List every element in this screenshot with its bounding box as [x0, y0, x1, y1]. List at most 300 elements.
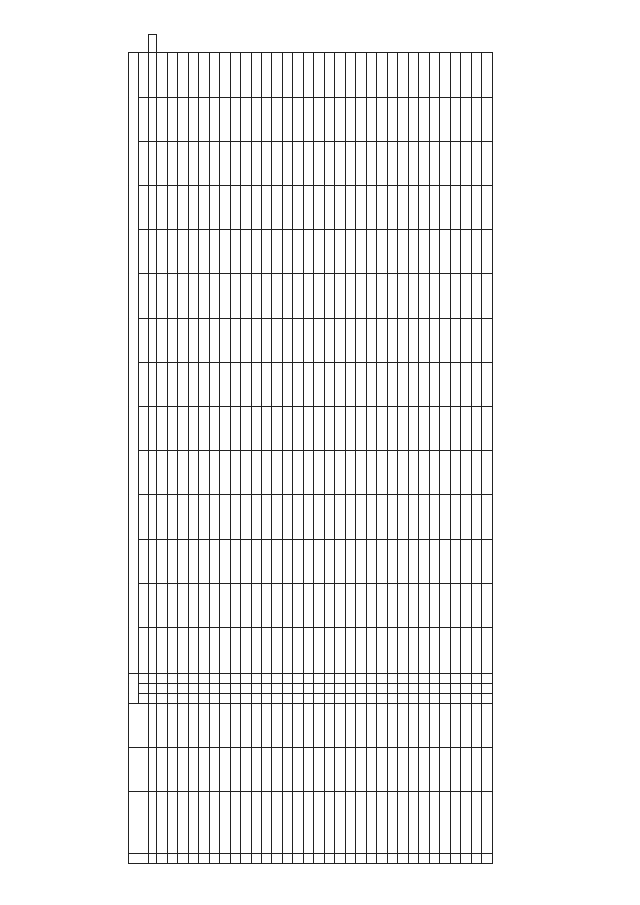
- row-source-cell: [188, 704, 198, 748]
- row-year-cell: [230, 583, 240, 627]
- row-coordinator-cell: [272, 748, 282, 792]
- row-year-cell: [167, 362, 177, 406]
- row-year-cell: [429, 407, 439, 451]
- row-kbk-cell: [199, 684, 209, 694]
- row-year-cell: [272, 53, 282, 97]
- row-kbk-cell: [450, 694, 460, 704]
- row-year-cell: [471, 495, 481, 539]
- row-year-cell: [450, 230, 460, 274]
- row-year-cell: [220, 318, 230, 362]
- row-year-cell: [335, 407, 345, 451]
- row-coordinator-cell: [157, 748, 167, 792]
- row-source-cell: [482, 704, 492, 748]
- row-kbk-cell: [157, 673, 167, 683]
- row-year-cell: [199, 230, 209, 274]
- row-year-cell: [450, 583, 460, 627]
- row-year-cell: [440, 141, 450, 185]
- table-row: [230, 35, 240, 864]
- row-year-cell: [377, 230, 387, 274]
- row-year-cell: [429, 318, 439, 362]
- row-total-cell: [345, 627, 355, 673]
- row-total-cell: [429, 627, 439, 673]
- row-year-cell: [272, 97, 282, 141]
- row-kbk-cell: [199, 694, 209, 704]
- row-number-cell: [282, 854, 292, 864]
- row-kbk-cell: [314, 694, 324, 704]
- row-year-cell: [262, 583, 272, 627]
- row-year-cell: [262, 53, 272, 97]
- row-year-cell: [241, 230, 251, 274]
- row-year-cell: [377, 539, 387, 583]
- row-year-cell: [398, 230, 408, 274]
- row-year-cell: [188, 186, 198, 230]
- row-year-cell: [178, 407, 188, 451]
- table-row: [209, 35, 219, 864]
- row-kbk-cell: [188, 684, 198, 694]
- header-coordinator: [129, 748, 149, 792]
- row-year-cell: [282, 141, 292, 185]
- row-year-cell: [282, 407, 292, 451]
- row-year-cell: [366, 274, 376, 318]
- row-year-cell: [282, 495, 292, 539]
- row-year-cell: [157, 451, 167, 495]
- row-year-cell: [272, 495, 282, 539]
- row-year-cell: [408, 495, 418, 539]
- row-number-cell: [272, 854, 282, 864]
- row-year-cell: [377, 583, 387, 627]
- row-year-cell: [482, 141, 492, 185]
- table-row: [398, 35, 408, 864]
- header-kbk: [129, 673, 139, 703]
- row-kbk-cell: [398, 684, 408, 694]
- row-total-cell: [314, 627, 324, 673]
- row-year-cell: [303, 318, 313, 362]
- table-row: [461, 35, 471, 864]
- row-year-cell: [471, 186, 481, 230]
- row-source-cell: [262, 704, 272, 748]
- row-kbk-cell: [209, 684, 219, 694]
- row-kbk-cell: [461, 684, 471, 694]
- row-year-cell: [262, 407, 272, 451]
- row-total-cell: [366, 627, 376, 673]
- row-year-cell: [199, 274, 209, 318]
- row-year-cell: [199, 362, 209, 406]
- row-kbk-cell: [461, 694, 471, 704]
- row-year-cell: [188, 97, 198, 141]
- row-source-cell: [314, 704, 324, 748]
- row-total-cell: [241, 627, 251, 673]
- row-year-cell: [450, 451, 460, 495]
- row-year-cell: [440, 318, 450, 362]
- table-row: [419, 35, 429, 864]
- row-total-cell: [461, 627, 471, 673]
- row-year-cell: [356, 539, 366, 583]
- row-year-cell: [209, 495, 219, 539]
- row-kbk-cell: [471, 684, 481, 694]
- row-year-cell: [282, 186, 292, 230]
- row-year-cell: [482, 186, 492, 230]
- row-year-cell: [461, 495, 471, 539]
- row-year-cell: [398, 495, 408, 539]
- row-kbk-cell: [209, 673, 219, 683]
- row-year-cell: [366, 141, 376, 185]
- row-total-cell: [178, 627, 188, 673]
- row-name-cell: [220, 792, 230, 854]
- row-year-cell: [241, 495, 251, 539]
- row-year-cell: [188, 318, 198, 362]
- row-year-cell: [157, 186, 167, 230]
- header-year: [139, 539, 149, 583]
- row-year-cell: [387, 362, 397, 406]
- row-coordinator-cell: [199, 748, 209, 792]
- row-coordinator-cell: [314, 748, 324, 792]
- row-kbk-cell: [345, 694, 355, 704]
- row-year-cell: [377, 318, 387, 362]
- row-year-cell: [408, 230, 418, 274]
- row-year-cell: [482, 53, 492, 97]
- row-name-cell: [387, 792, 397, 854]
- row-year-cell: [251, 141, 261, 185]
- row-year-cell: [366, 318, 376, 362]
- row-year-cell: [419, 97, 429, 141]
- row-year-cell: [377, 53, 387, 97]
- row-year-cell: [429, 97, 439, 141]
- row-year-cell: [387, 407, 397, 451]
- row-total-cell: [272, 627, 282, 673]
- row-kbk-cell: [429, 684, 439, 694]
- row-year-cell: [314, 230, 324, 274]
- row-coordinator-cell: [282, 748, 292, 792]
- row-year-cell: [398, 362, 408, 406]
- row-year-cell: [178, 97, 188, 141]
- row-year-cell: [335, 539, 345, 583]
- row-name-cell: [429, 792, 439, 854]
- row-number-cell: [366, 854, 376, 864]
- row-year-cell: [251, 274, 261, 318]
- row-year-cell: [230, 407, 240, 451]
- row-year-cell: [230, 495, 240, 539]
- row-year-cell: [419, 407, 429, 451]
- row-kbk-cell: [335, 684, 345, 694]
- row-total-cell: [188, 627, 198, 673]
- row-year-cell: [303, 230, 313, 274]
- row-year-cell: [471, 274, 481, 318]
- row-year-cell: [272, 318, 282, 362]
- row-year-cell: [230, 539, 240, 583]
- row-year-cell: [282, 274, 292, 318]
- row-year-cell: [199, 318, 209, 362]
- row-year-cell: [345, 141, 355, 185]
- row-coordinator-cell: [377, 748, 387, 792]
- row-year-cell: [345, 274, 355, 318]
- row-source-cell: [440, 704, 450, 748]
- row-year-cell: [303, 362, 313, 406]
- row-year-cell: [398, 583, 408, 627]
- row-name-cell: [157, 792, 167, 854]
- row-coordinator-cell: [251, 748, 261, 792]
- row-year-cell: [282, 230, 292, 274]
- row-year-cell: [314, 53, 324, 97]
- row-year-cell: [398, 451, 408, 495]
- row-kbk-cell: [429, 673, 439, 683]
- row-year-cell: [199, 141, 209, 185]
- row-year-cell: [314, 318, 324, 362]
- row-coordinator-cell: [440, 748, 450, 792]
- row-year-cell: [282, 53, 292, 97]
- row-kbk-cell: [272, 673, 282, 683]
- row-source-cell: [324, 704, 334, 748]
- row-total-cell: [209, 627, 219, 673]
- column-number: [149, 694, 157, 704]
- row-year-cell: [241, 274, 251, 318]
- row-kbk-cell: [335, 673, 345, 683]
- header-spending: [129, 53, 139, 674]
- row-year-cell: [303, 53, 313, 97]
- row-year-cell: [345, 186, 355, 230]
- row-coordinator-cell: [471, 748, 481, 792]
- row-year-cell: [324, 53, 334, 97]
- header-kbk-sub: [139, 684, 149, 694]
- row-year-cell: [209, 230, 219, 274]
- row-year-cell: [314, 451, 324, 495]
- row-year-cell: [303, 97, 313, 141]
- row-year-cell: [356, 274, 366, 318]
- row-number-cell: [387, 854, 397, 864]
- column-number: [149, 704, 157, 748]
- table-row: [450, 35, 460, 864]
- row-name-cell: [419, 792, 429, 854]
- row-name-cell: [303, 792, 313, 854]
- row-year-cell: [188, 53, 198, 97]
- row-year-cell: [282, 318, 292, 362]
- row-year-cell: [220, 583, 230, 627]
- row-kbk-cell: [408, 684, 418, 694]
- row-year-cell: [387, 141, 397, 185]
- row-total-cell: [157, 627, 167, 673]
- row-year-cell: [324, 539, 334, 583]
- row-year-cell: [356, 495, 366, 539]
- row-kbk-cell: [345, 673, 355, 683]
- row-year-cell: [178, 186, 188, 230]
- row-year-cell: [230, 451, 240, 495]
- row-year-cell: [419, 186, 429, 230]
- row-year-cell: [408, 186, 418, 230]
- row-year-cell: [366, 362, 376, 406]
- row-number-cell: [188, 854, 198, 864]
- row-source-cell: [419, 704, 429, 748]
- row-total-cell: [303, 627, 313, 673]
- header-year: [139, 97, 149, 141]
- row-coordinator-cell: [230, 748, 240, 792]
- row-year-cell: [167, 539, 177, 583]
- row-name-cell: [408, 792, 418, 854]
- row-number-cell: [293, 854, 303, 864]
- row-year-cell: [167, 495, 177, 539]
- row-year-cell: [408, 53, 418, 97]
- row-year-cell: [188, 539, 198, 583]
- row-kbk-cell: [178, 673, 188, 683]
- row-kbk-cell: [251, 694, 261, 704]
- row-name-cell: [366, 792, 376, 854]
- row-kbk-cell: [387, 684, 397, 694]
- row-name-cell: [345, 792, 355, 854]
- row-source-cell: [398, 704, 408, 748]
- row-year-cell: [282, 539, 292, 583]
- row-year-cell: [419, 318, 429, 362]
- row-coordinator-cell: [387, 748, 397, 792]
- row-kbk-cell: [262, 673, 272, 683]
- row-year-cell: [366, 186, 376, 230]
- row-year-cell: [335, 274, 345, 318]
- row-year-cell: [335, 97, 345, 141]
- row-total-cell: [293, 627, 303, 673]
- row-year-cell: [314, 186, 324, 230]
- row-number-cell: [398, 854, 408, 864]
- row-kbk-cell: [387, 673, 397, 683]
- table-row: [157, 35, 167, 864]
- row-year-cell: [324, 97, 334, 141]
- row-coordinator-cell: [345, 748, 355, 792]
- row-year-cell: [241, 407, 251, 451]
- row-year-cell: [262, 274, 272, 318]
- row-year-cell: [461, 407, 471, 451]
- row-year-cell: [387, 53, 397, 97]
- row-source-cell: [429, 704, 439, 748]
- row-kbk-cell: [167, 673, 177, 683]
- row-year-cell: [366, 97, 376, 141]
- row-year-cell: [345, 53, 355, 97]
- row-year-cell: [167, 230, 177, 274]
- row-source-cell: [461, 704, 471, 748]
- row-year-cell: [387, 495, 397, 539]
- row-year-cell: [303, 495, 313, 539]
- row-kbk-cell: [398, 694, 408, 704]
- row-year-cell: [356, 451, 366, 495]
- row-kbk-cell: [366, 694, 376, 704]
- column-number: [149, 274, 157, 318]
- row-year-cell: [450, 407, 460, 451]
- row-year-cell: [356, 318, 366, 362]
- row-name-cell: [450, 792, 460, 854]
- row-year-cell: [209, 583, 219, 627]
- row-year-cell: [398, 539, 408, 583]
- column-number: [149, 748, 157, 792]
- row-coordinator-cell: [408, 748, 418, 792]
- row-year-cell: [335, 230, 345, 274]
- row-source-cell: [167, 704, 177, 748]
- row-number-cell: [209, 854, 219, 864]
- row-name-cell: [482, 792, 492, 854]
- row-total-cell: [408, 627, 418, 673]
- row-year-cell: [408, 318, 418, 362]
- row-year-cell: [230, 318, 240, 362]
- row-year-cell: [293, 53, 303, 97]
- row-year-cell: [251, 362, 261, 406]
- row-year-cell: [461, 53, 471, 97]
- row-year-cell: [419, 141, 429, 185]
- row-year-cell: [440, 495, 450, 539]
- column-number: [149, 673, 157, 683]
- row-year-cell: [345, 230, 355, 274]
- header-year: [139, 407, 149, 451]
- row-year-cell: [157, 318, 167, 362]
- row-year-cell: [440, 53, 450, 97]
- row-year-cell: [262, 230, 272, 274]
- row-year-cell: [157, 539, 167, 583]
- row-year-cell: [178, 230, 188, 274]
- row-number-cell: [482, 854, 492, 864]
- row-kbk-cell: [482, 694, 492, 704]
- row-total-cell: [471, 627, 481, 673]
- row-kbk-cell: [450, 684, 460, 694]
- row-year-cell: [282, 97, 292, 141]
- row-coordinator-cell: [482, 748, 492, 792]
- row-year-cell: [335, 53, 345, 97]
- row-total-cell: [335, 627, 345, 673]
- row-year-cell: [356, 97, 366, 141]
- row-kbk-cell: [230, 694, 240, 704]
- row-year-cell: [220, 186, 230, 230]
- row-total-cell: [199, 627, 209, 673]
- column-number: [149, 97, 157, 141]
- row-kbk-cell: [262, 684, 272, 694]
- row-kbk-cell: [419, 673, 429, 683]
- row-kbk-cell: [272, 684, 282, 694]
- row-kbk-cell: [419, 684, 429, 694]
- row-year-cell: [398, 318, 408, 362]
- table-row: [167, 35, 177, 864]
- row-year-cell: [429, 230, 439, 274]
- row-year-cell: [345, 407, 355, 451]
- table-row: [241, 35, 251, 864]
- row-year-cell: [366, 53, 376, 97]
- row-coordinator-cell: [419, 748, 429, 792]
- row-year-cell: [440, 407, 450, 451]
- row-year-cell: [408, 583, 418, 627]
- row-number-cell: [324, 854, 334, 864]
- row-source-cell: [230, 704, 240, 748]
- row-name-cell: [335, 792, 345, 854]
- row-year-cell: [450, 53, 460, 97]
- column-number: [149, 451, 157, 495]
- row-year-cell: [482, 230, 492, 274]
- row-year-cell: [199, 407, 209, 451]
- row-number-cell: [178, 854, 188, 864]
- table-row: [471, 35, 481, 864]
- row-year-cell: [209, 451, 219, 495]
- header-year: [139, 53, 149, 97]
- row-year-cell: [293, 407, 303, 451]
- row-kbk-cell: [220, 673, 230, 683]
- row-year-cell: [419, 230, 429, 274]
- row-year-cell: [167, 583, 177, 627]
- row-year-cell: [220, 274, 230, 318]
- row-kbk-cell: [429, 694, 439, 704]
- column-number: [149, 684, 157, 694]
- row-coordinator-cell: [220, 748, 230, 792]
- row-year-cell: [241, 539, 251, 583]
- row-year-cell: [209, 274, 219, 318]
- row-year-cell: [461, 141, 471, 185]
- row-year-cell: [398, 274, 408, 318]
- row-year-cell: [303, 274, 313, 318]
- row-year-cell: [178, 451, 188, 495]
- row-year-cell: [345, 362, 355, 406]
- row-year-cell: [335, 362, 345, 406]
- row-year-cell: [482, 407, 492, 451]
- row-kbk-cell: [293, 684, 303, 694]
- row-total-cell: [450, 627, 460, 673]
